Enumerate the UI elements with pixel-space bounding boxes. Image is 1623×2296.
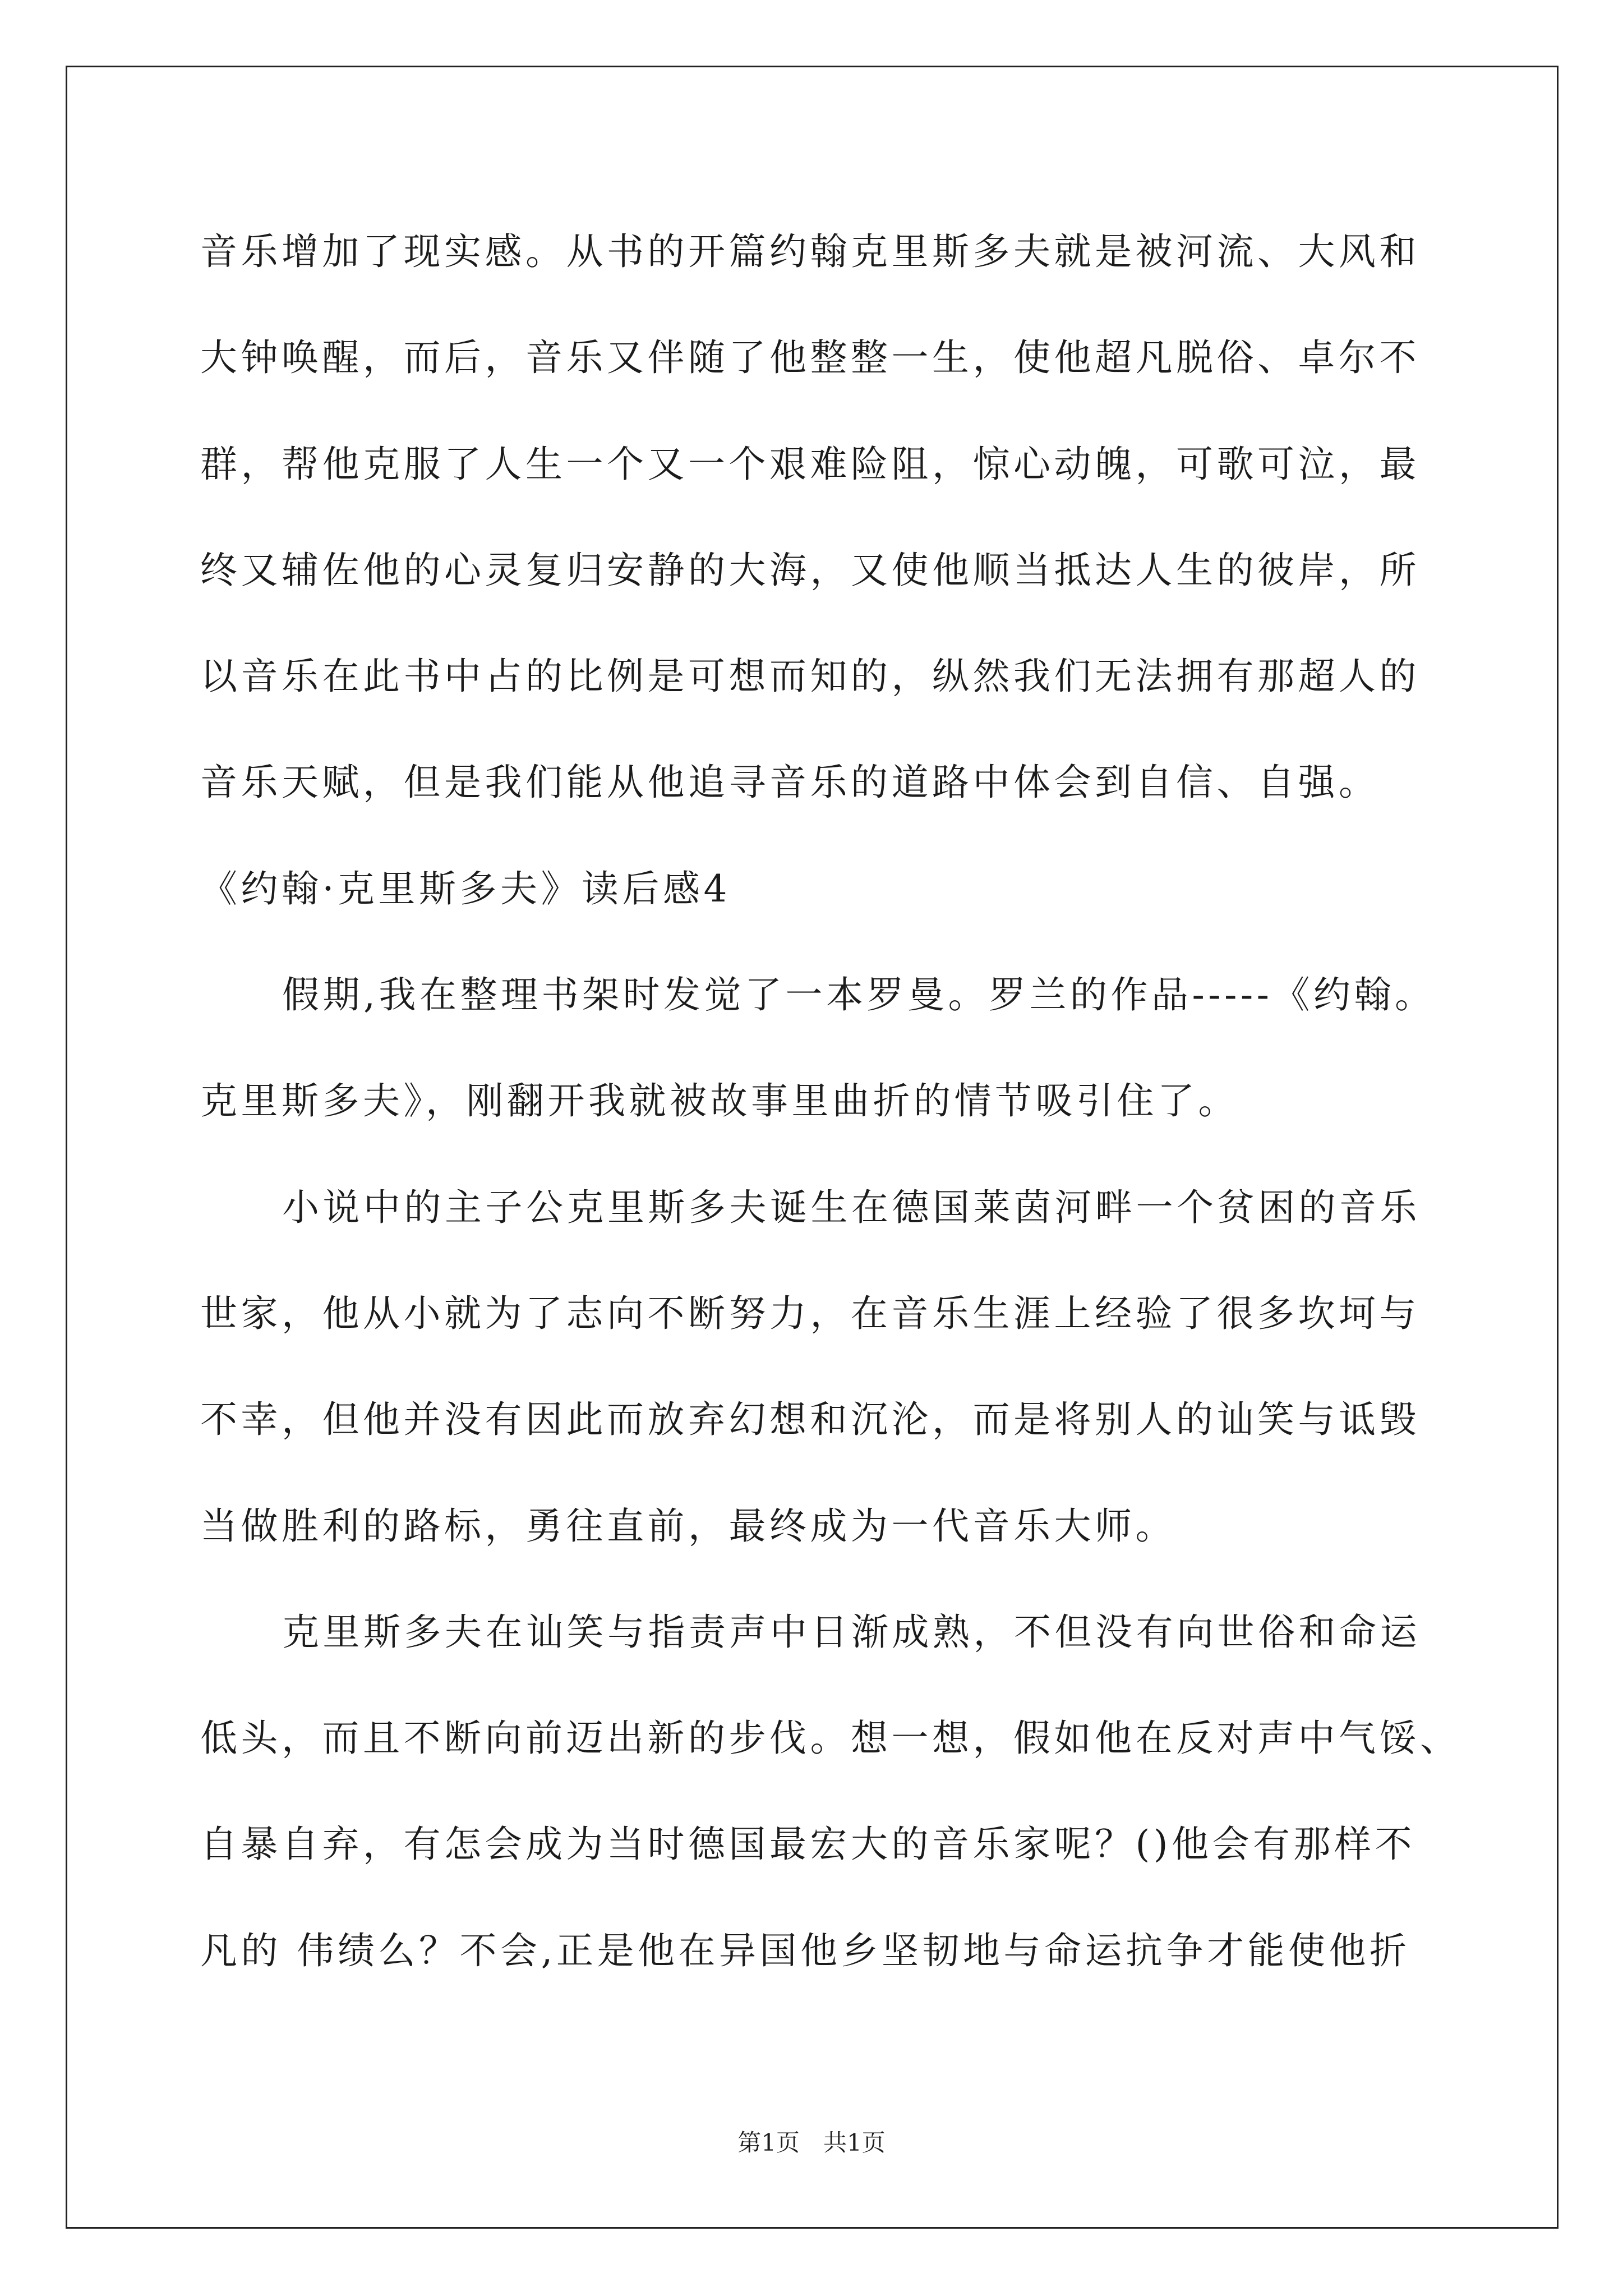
paragraph-line: 世家，他从小就为了志向不断努力，在音乐生涯上经验了很多坎坷与 bbox=[200, 1291, 1420, 1335]
paragraph-line: 克里斯多夫在讪笑与指责声中日渐成熟，不但没有向世俗和命运 bbox=[282, 1610, 1421, 1654]
paragraph-line: 音乐增加了现实感。从书的开篇约翰克里斯多夫就是被河流、大风和 bbox=[200, 230, 1420, 273]
paragraph-line: 终又辅佐他的心灵复归安静的大海，又使他顺当抵达人生的彼岸，所 bbox=[200, 548, 1420, 592]
document-body bbox=[200, 199, 1535, 2004]
paragraph-line: 克里斯多夫》，刚翻开我就被故事里曲折的情节吸引住了。 bbox=[200, 1079, 1239, 1123]
paragraph-line: 音乐天赋，但是我们能从他追寻音乐的道路中体会到自信、自强。 bbox=[200, 761, 1380, 804]
paragraph-line: 自暴自弃，有怎会成为当时德国最宏大的音乐家呢？()他会有那样不 bbox=[200, 1823, 1415, 1866]
page-number-footer: 第1页 共1页 bbox=[737, 2129, 886, 2156]
paragraph-line: 群，帮他克服了人生一个又一个艰难险阻，惊心动魄，可歌可泣，最 bbox=[200, 442, 1420, 486]
paragraph-line: 大钟唤醒，而后，音乐又伴随了他整整一生，使他超凡脱俗、卓尔不 bbox=[200, 336, 1420, 380]
section-heading: 《约翰·克里斯多夫》读后感4 bbox=[200, 867, 731, 910]
paragraph-line: 凡的 伟绩么？不会,正是他在异国他乡坚韧地与命运抗争才能使他折 bbox=[200, 1929, 1410, 1972]
paragraph-line: 以音乐在此书中占的比例是可想而知的，纵然我们无法拥有那超人的 bbox=[200, 655, 1420, 698]
paragraph-line: 不幸，但他并没有因此而放弃幻想和沉沦，而是将别人的讪笑与诋毁 bbox=[200, 1398, 1420, 1442]
paragraph-line: 当做胜利的路标，勇往直前，最终成为一代音乐大师。 bbox=[200, 1504, 1176, 1548]
paragraph-line: 低头，而且不断向前迈出新的步伐。想一想，假如他在反对声中气馁、 bbox=[200, 1717, 1461, 1760]
paragraph-line: 假期,我在整理书架时发觉了一本罗曼。罗兰的作品-----《约翰。 bbox=[282, 973, 1436, 1017]
paragraph-line: 小说中的主子公克里斯多夫诞生在德国莱茵河畔一个贫困的音乐 bbox=[282, 1185, 1421, 1229]
